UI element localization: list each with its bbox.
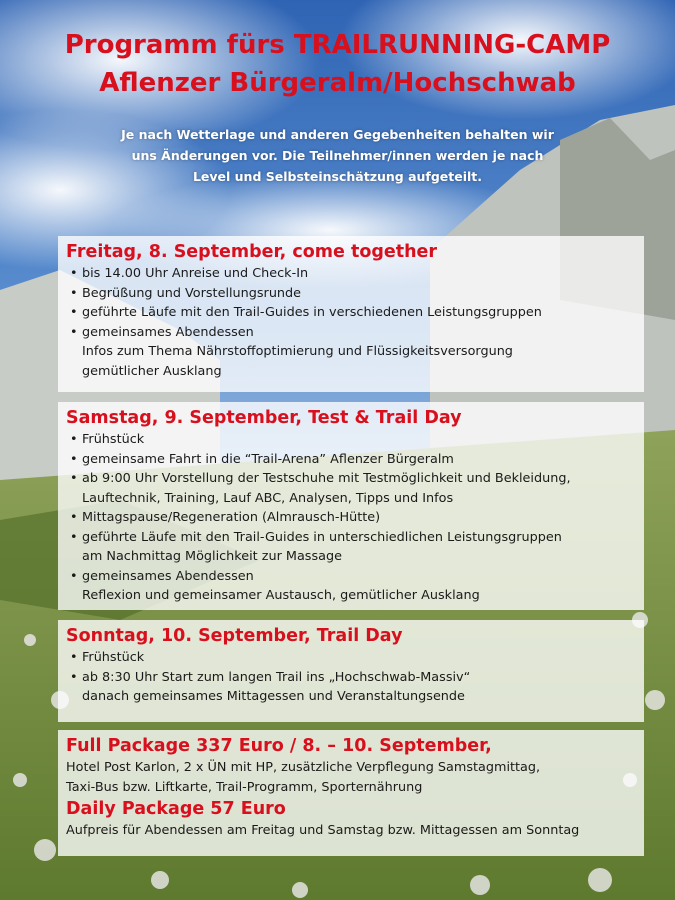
intro-line: Level und Selbsteinschätzung aufgeteilt.	[192, 169, 483, 184]
day-heading: Sonntag, 10. September, Trail Day	[66, 626, 403, 646]
bullet-icon: •	[70, 650, 78, 665]
full-package-line: Hotel Post Karlon, 2 x ÜN mit HP, zusätzliche Verpflegung Samstagmittag,	[66, 760, 541, 775]
list-item-subline: Lauftechnik, Training, Lauf ABC, Analysen, Tipps und Infos	[82, 490, 454, 506]
intro-line: uns Änderungen vor. Die Teilnehmer/innen werden je nach	[131, 148, 544, 163]
list-item-subline: danach gemeinsames Mittagessen und Veranstaltungsende	[82, 689, 465, 704]
packages-panel	[58, 730, 644, 856]
daily-package-heading: Daily Package 57 Euro	[66, 799, 286, 819]
bullet-icon: •	[70, 451, 78, 467]
list-item-subline: Infos zum Thema Nährstoffoptimierung und Flüssigkeitsversorgung	[82, 344, 513, 359]
list-item-subline: am Nachmittag Möglichkeit zur Massage	[82, 549, 342, 564]
list-item: • geführte Läufe mit den Trail-Guides in verschiedenen Leistungsgruppen	[66, 303, 636, 323]
day-heading: Samstag, 9. September, Test & Trail Day	[66, 408, 462, 428]
full-package-line: Taxi-Bus bzw. Liftkarte, Trail-Programm, Sporternährung	[66, 779, 423, 795]
list-item: • gemeinsames Abendessen Infos zum Thema Nährstoffoptimierung und Flüssigkeitsversorgung gemütlicher Ausklang	[66, 323, 636, 382]
day-item-list	[66, 430, 636, 606]
intro-text	[100, 124, 575, 187]
bullet-icon: •	[70, 669, 78, 685]
list-item: • Mittagspause/Regeneration (Almrausch-Hütte)	[66, 508, 636, 528]
bullet-icon: •	[70, 324, 78, 340]
intro-line: Je nach Wetterlage und anderen Gegebenheiten behalten wir	[121, 127, 554, 142]
bullet-icon: •	[70, 432, 78, 447]
bullet-icon: •	[70, 285, 78, 301]
bullet-icon: •	[70, 529, 78, 545]
title-line-1: Programm fürs TRAILRUNNING-CAMP	[64, 30, 611, 60]
day-panel-saturday	[58, 402, 644, 610]
bullet-icon: •	[70, 305, 78, 320]
day-panel-sunday	[58, 620, 644, 722]
list-item: • geführte Läufe mit den Trail-Guides in unterschiedlichen Leistungsgruppen am Nachmittag Möglichkeit zur Massage	[66, 528, 636, 567]
day-heading: Freitag, 8. September, come together	[66, 242, 438, 262]
list-item: • ab 9:00 Uhr Vorstellung der Testschuhe mit Testmöglichkeit und Bekleidung, Lauftechnik, Training, Lauf ABC, Analysen, Tipps und Infos	[66, 469, 636, 508]
bullet-icon: •	[70, 510, 78, 525]
page-title	[0, 26, 675, 102]
day-panel-friday	[58, 236, 644, 392]
day-item-list	[66, 264, 636, 381]
full-package-heading: Full Package 337 Euro / 8. – 10. September,	[66, 736, 492, 756]
title-line-2: Aflenzer Bürgeralm/Hochschwab	[99, 68, 576, 98]
daily-package-line: Aufpreis für Abendessen am Freitag und Samstag bzw. Mittagessen am Sonntag	[66, 823, 580, 838]
bullet-icon: •	[70, 568, 78, 584]
list-item: • Begrüßung und Vorstellungsrunde	[66, 284, 636, 304]
list-item: • Frühstück	[66, 430, 636, 450]
list-item: • gemeinsames Abendessen Reflexion und gemeinsamer Austausch, gemütlicher Ausklang	[66, 567, 636, 606]
list-item-subline: Reflexion und gemeinsamer Austausch, gemütlicher Ausklang	[82, 588, 480, 603]
list-item: • ab 8:30 Uhr Start zum langen Trail ins „Hochschwab-Massiv“ danach gemeinsames Mittagessen und Veranstaltungsende	[66, 668, 636, 707]
list-item: • bis 14.00 Uhr Anreise und Check-In	[66, 264, 636, 284]
list-item-subline: gemütlicher Ausklang	[82, 363, 222, 379]
list-item: • gemeinsame Fahrt in die “Trail-Arena” Aflenzer Bürgeralm	[66, 450, 636, 470]
list-item: • Frühstück	[66, 648, 636, 668]
day-item-list	[66, 648, 636, 707]
bullet-icon: •	[70, 266, 78, 281]
bullet-icon: •	[70, 471, 78, 486]
